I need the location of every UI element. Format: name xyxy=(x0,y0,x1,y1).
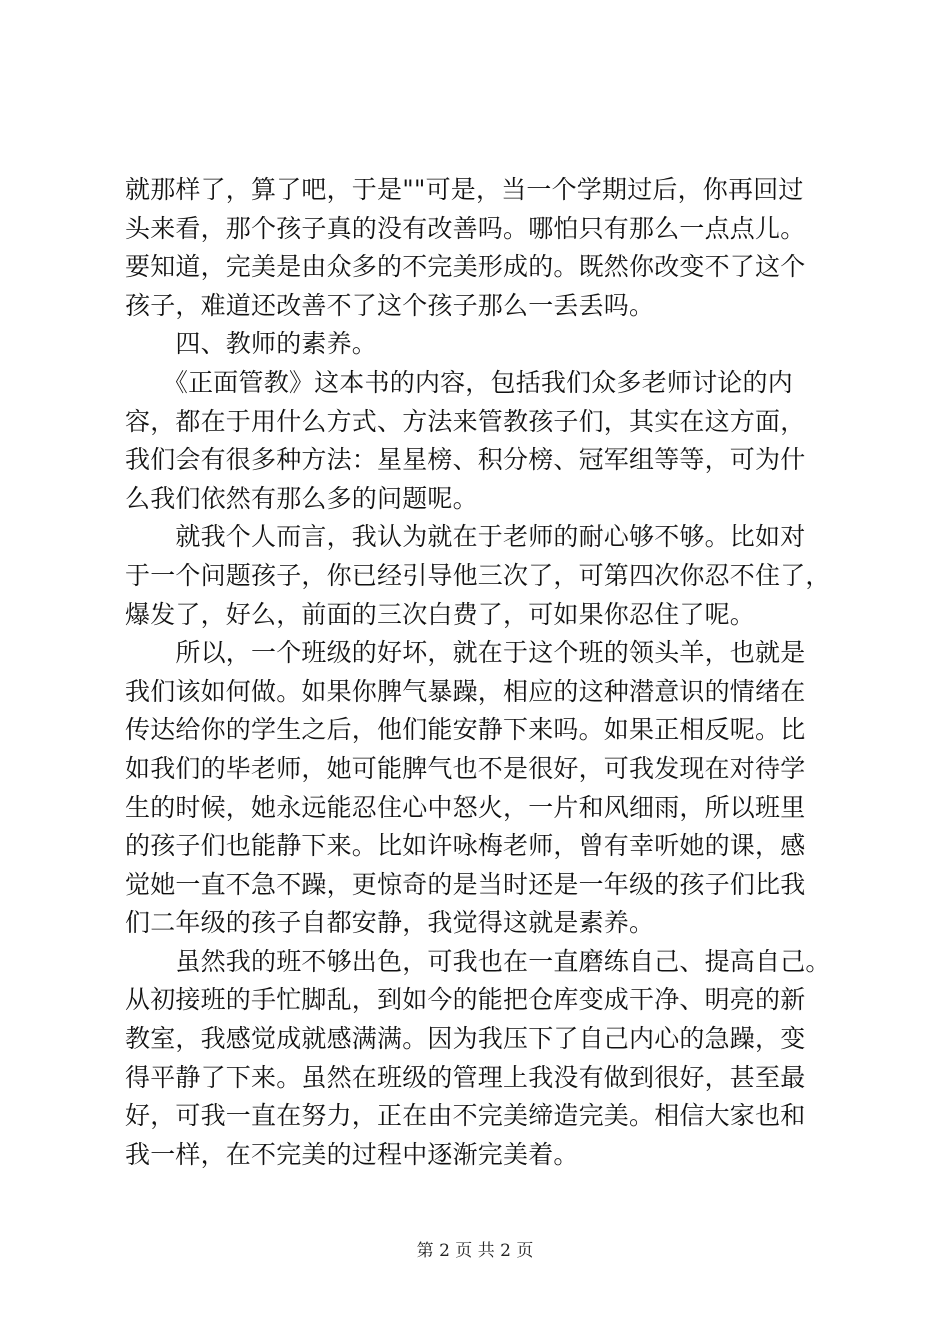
section-heading: 四、教师的素养。 xyxy=(125,329,378,359)
text-line: 爆发了，好么，前面的三次白费了，可如果你忍住了呢。 xyxy=(125,599,756,629)
text-line: 们二年级的孩子自都安静，我觉得这就是素养。 xyxy=(125,908,655,938)
text-line: 所以，一个班级的好坏，就在于这个班的领头羊，也就是 xyxy=(125,638,806,668)
text-line: 教室，我感觉成就感满满。因为我压下了自己内心的急躁，变 xyxy=(125,1024,806,1054)
text-line: 得平静了下来。虽然在班级的管理上我没有做到很好，甚至最 xyxy=(125,1062,806,1092)
text-line: 传达给你的学生之后，他们能安静下来吗。如果正相反呢。比 xyxy=(125,715,806,745)
text-line: 觉她一直不急不躁，更惊奇的是当时还是一年级的孩子们比我 xyxy=(125,869,806,899)
text-line: 好，可我一直在努力，正在由不完美缔造完美。相信大家也和 xyxy=(125,1101,806,1131)
text-line: 要知道，完美是由众多的不完美形成的。既然你改变不了这个 xyxy=(125,252,806,282)
text-line: 我们该如何做。如果你脾气暴躁，相应的这种潜意识的情绪在 xyxy=(125,676,806,706)
text-line: 容，都在于用什么方式、方法来管教孩子们，其实在这方面， xyxy=(125,406,806,436)
text-line: 如我们的毕老师，她可能脾气也不是很好，可我发现在对待学 xyxy=(125,753,806,783)
page-number-footer: 第 2 页 共 2 页 xyxy=(416,1241,534,1261)
text-line: 我们会有很多种方法：星星榜、积分榜、冠军组等等，可为什 xyxy=(125,445,806,475)
text-line: 么我们依然有那么多的问题呢。 xyxy=(125,483,478,513)
text-line: 就我个人而言，我认为就在于老师的耐心够不够。比如对 xyxy=(125,522,806,552)
text-line: 于一个问题孩子，你已经引导他三次了，可第四次你忍不住了， xyxy=(125,560,831,590)
document-body xyxy=(125,171,840,1174)
text-line: 《正面管教》这本书的内容，包括我们众多老师讨论的内 xyxy=(125,367,793,397)
text-line: 的孩子们也能静下来。比如许咏梅老师，曾有幸听她的课，感 xyxy=(125,831,806,861)
text-line: 孩子，难道还改善不了这个孩子那么一丢丢吗。 xyxy=(125,290,655,320)
text-line: 虽然我的班不够出色，可我也在一直磨练自己、提高自己。 xyxy=(125,946,831,976)
text-line: 生的时候，她永远能忍住心中怒火，一片和风细雨，所以班里 xyxy=(125,792,806,822)
text-line: 我一样，在不完美的过程中逐渐完美着。 xyxy=(125,1139,579,1169)
text-line: 从初接班的手忙脚乱，到如今的能把仓库变成干净、明亮的新 xyxy=(125,985,806,1015)
text-line: 就那样了，算了吧，于是""可是，当一个学期过后，你再回过 xyxy=(125,175,804,204)
text-line: 头来看，那个孩子真的没有改善吗。哪怕只有那么一点点儿。 xyxy=(125,213,806,243)
